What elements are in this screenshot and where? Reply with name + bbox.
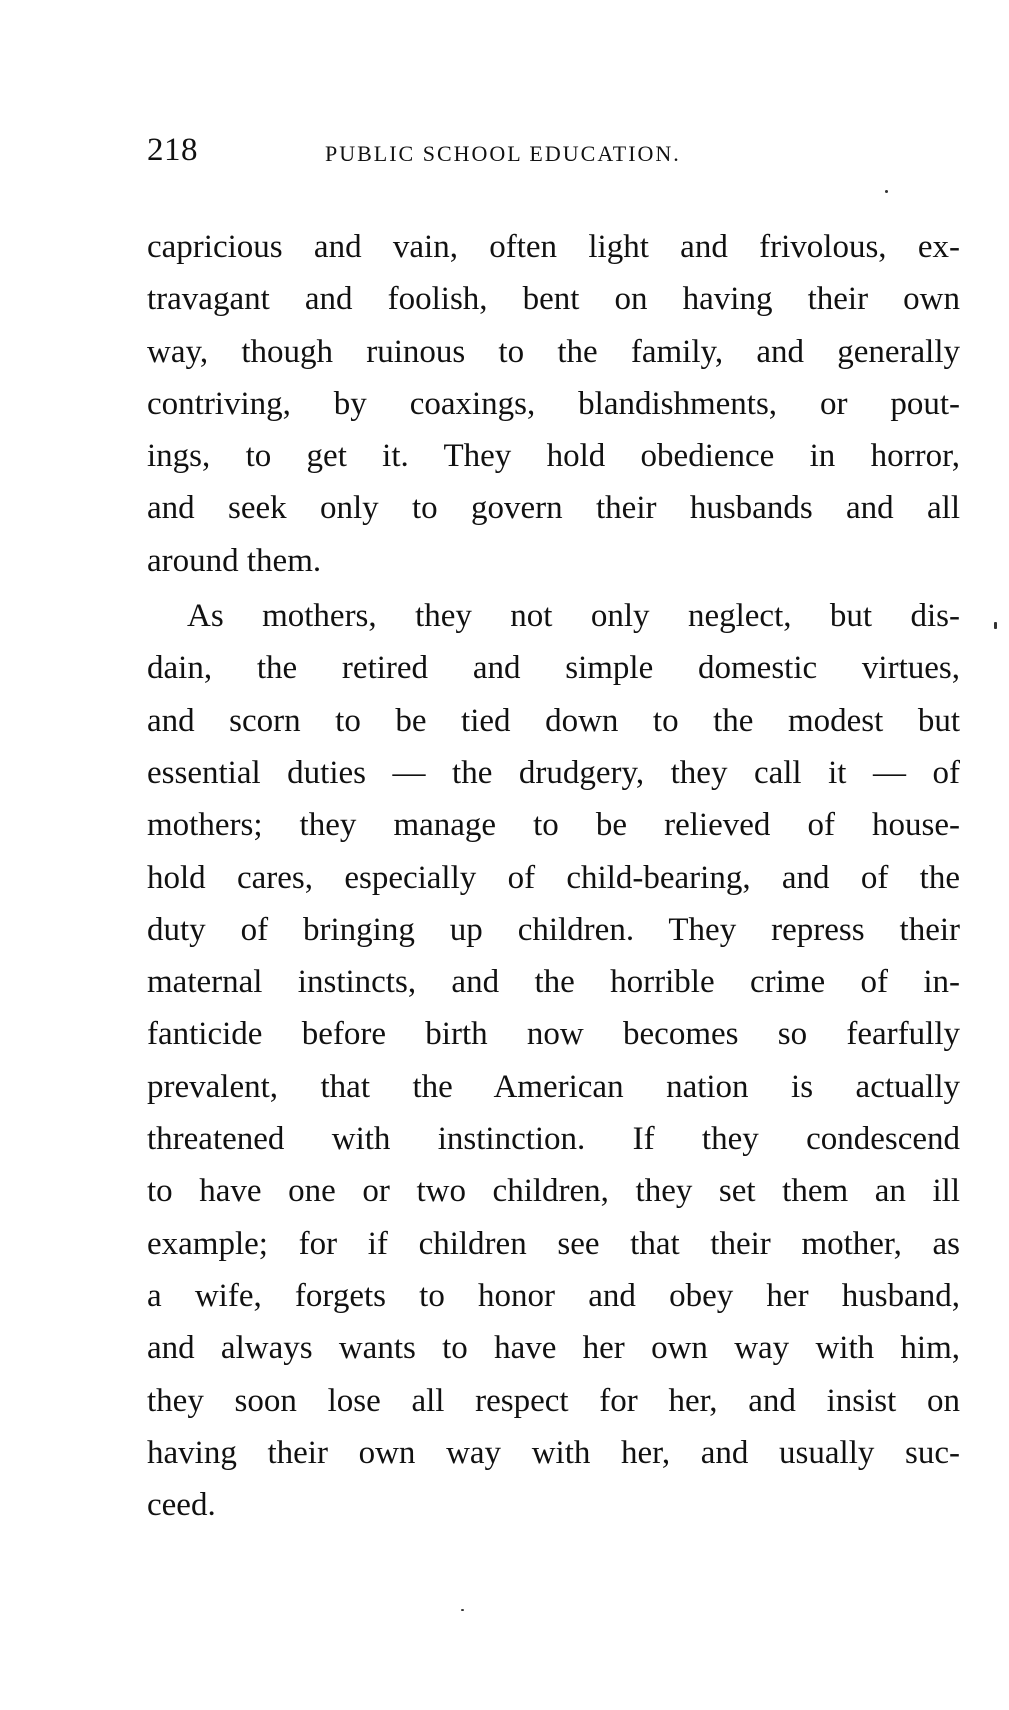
running-head	[147, 132, 787, 172]
text-line: having their own way with her, and usually suc-	[147, 1434, 960, 1471]
text-line: ceed.	[147, 1487, 216, 1524]
text-line: duty of bringing up children. They repress their	[147, 911, 960, 948]
text-line: around them.	[147, 542, 322, 579]
text-line: way, though ruinous to the family, and generally	[147, 333, 960, 370]
text-line: contriving, by coaxings, blandishments, or pout-	[147, 385, 960, 422]
text-line: and scorn to be tied down to the modest but	[147, 702, 960, 739]
text-line: As mothers, they not only neglect, but dis-	[187, 598, 960, 635]
text-line: hold cares, especially of child-bearing, and of the	[147, 859, 960, 896]
text-line: fanticide before birth now becomes so fearfully	[147, 1016, 960, 1053]
text-line: capricious and vain, often light and frivolous, ex-	[147, 229, 960, 265]
scan-speck	[461, 1609, 464, 1611]
text-line: travagant and foolish, bent on having their own	[147, 281, 960, 318]
text-line: threatened with instinction. If they condescend	[147, 1121, 960, 1158]
text-line: essential duties — the drudgery, they call it — of	[147, 754, 960, 791]
text-line: to have one or two children, they set them an ill	[147, 1173, 960, 1210]
text-line: prevalent, that the American nation is actually	[147, 1068, 960, 1105]
paragraph-2	[147, 590, 960, 1531]
scan-speck	[994, 622, 997, 629]
body-text	[147, 221, 960, 1531]
text-line: and seek only to govern their husbands and all	[147, 490, 960, 527]
text-line: and always wants to have her own way with him,	[147, 1330, 960, 1367]
text-line: example; for if children see that their mother, as	[147, 1225, 960, 1262]
text-line: dain, the retired and simple domestic virtues,	[147, 650, 960, 687]
text-line: ings, to get it. They hold obedience in horror,	[147, 438, 960, 475]
page-number: 218	[147, 132, 198, 168]
paragraph-1	[147, 221, 960, 587]
text-line: mothers; they manage to be relieved of house-	[147, 807, 960, 844]
text-line: they soon lose all respect for her, and insist on	[147, 1382, 960, 1419]
text-line: a wife, forgets to honor and obey her husband,	[147, 1277, 960, 1314]
scan-speck	[885, 190, 888, 193]
running-title: PUBLIC SCHOOL EDUCATION.	[325, 141, 681, 166]
text-line: maternal instincts, and the horrible crime of in-	[147, 964, 960, 1001]
